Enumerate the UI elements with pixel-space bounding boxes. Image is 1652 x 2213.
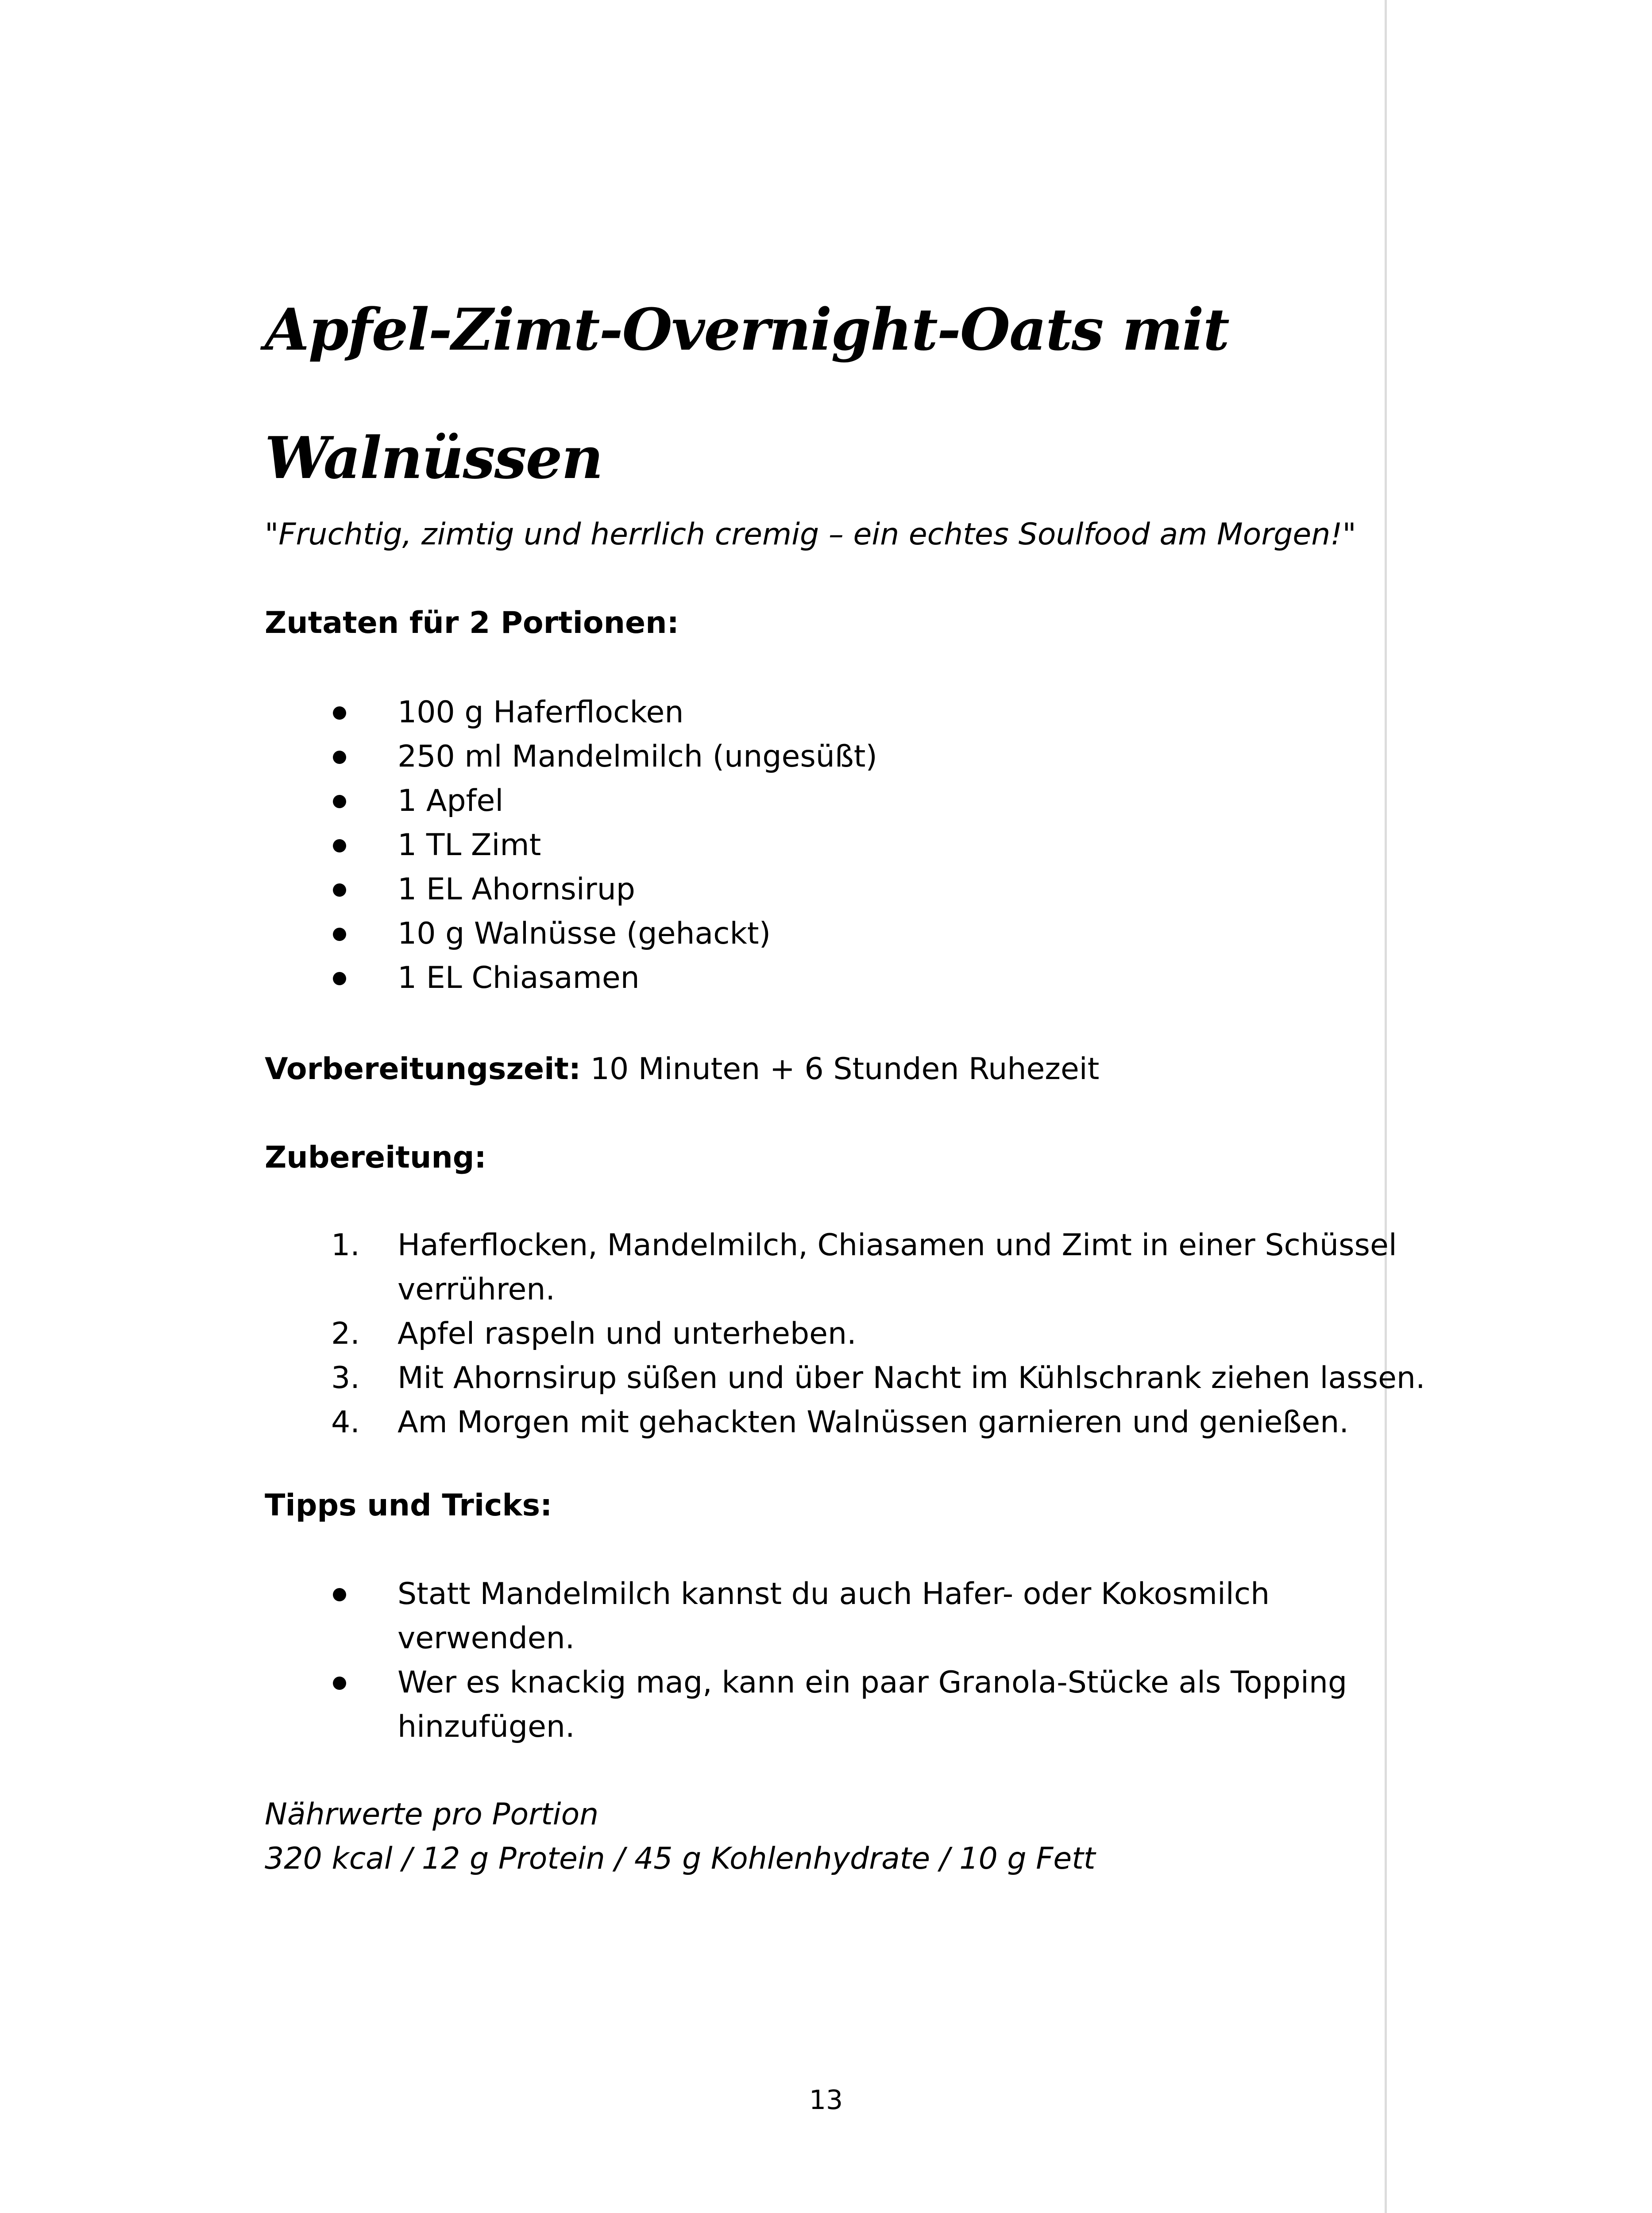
recipe-title: Apfel-Zimt-Overnight-Oats mit Walnüssen [265,296,1229,492]
bullet-icon [333,1677,346,1690]
list-item: 1 EL Chiasamen [265,956,1460,1000]
page-number: 13 [809,2085,843,2116]
nutrition-block [265,1793,1096,1881]
page-edge-divider [1385,0,1387,2213]
bullet-icon [333,706,346,720]
bullet-icon [333,928,346,941]
list-item: 1 EL Ahornsirup [265,867,1460,912]
ingredients-list [265,690,1460,1000]
tips-heading: Tipps und Tricks: [265,1488,552,1523]
bullet-icon [333,795,346,808]
nutrition-heading: Nährwerte pro Portion [265,1797,599,1832]
ingredients-heading: Zutaten für 2 Portionen: [265,605,679,640]
list-item: 100 g Haferflocken [265,690,1460,735]
list-item: Statt Mandelmilch kannst du auch Hafer- oder Kokosmilch verwenden. [265,1572,1460,1661]
prep-time-value: 10 Minuten + 6 Stunden Ruhezeit [590,1052,1100,1087]
step-item: 3. Mit Ahornsirup süßen und über Nacht im Kühlschrank ziehen lassen. [265,1356,1460,1400]
nutrition-values: 320 kcal / 12 g Protein / 45 g Kohlenhydrate / 10 g Fett [265,1841,1096,1876]
step-number: 4. [331,1405,360,1440]
step-item: 4. Am Morgen mit gehackten Walnüssen garnieren und genießen. [265,1400,1460,1445]
list-item: 1 Apfel [265,779,1460,823]
bullet-icon [333,751,346,764]
bullet-icon [333,839,346,852]
method-steps [265,1223,1460,1445]
tips-list [265,1572,1460,1749]
list-item: 10 g Walnüsse (gehackt) [265,912,1460,956]
list-item: Wer es knackig mag, kann ein paar Granola-Stücke als Topping hinzufügen. [265,1661,1460,1749]
step-number: 1. [331,1228,360,1263]
bullet-icon [333,1588,346,1601]
step-item: 2. Apfel raspeln und unterheben. [265,1312,1460,1356]
recipe-quote: "Fruchtig, zimtig und herrlich cremig – ein echtes Soulfood am Morgen!" [265,517,1356,552]
prep-time-label: Vorbereitungszeit: [265,1052,581,1087]
bullet-icon [333,883,346,897]
bullet-icon [333,972,346,985]
step-number: 3. [331,1361,360,1396]
prep-time [265,1047,1099,1091]
step-item: 1. Haferflocken, Mandelmilch, Chiasamen und Zimt in einer Schüssel verrühren. [265,1223,1460,1312]
method-heading: Zubereitung: [265,1140,486,1175]
list-item: 250 ml Mandelmilch (ungesüßt) [265,735,1460,779]
step-number: 2. [331,1316,360,1351]
list-item: 1 TL Zimt [265,823,1460,867]
